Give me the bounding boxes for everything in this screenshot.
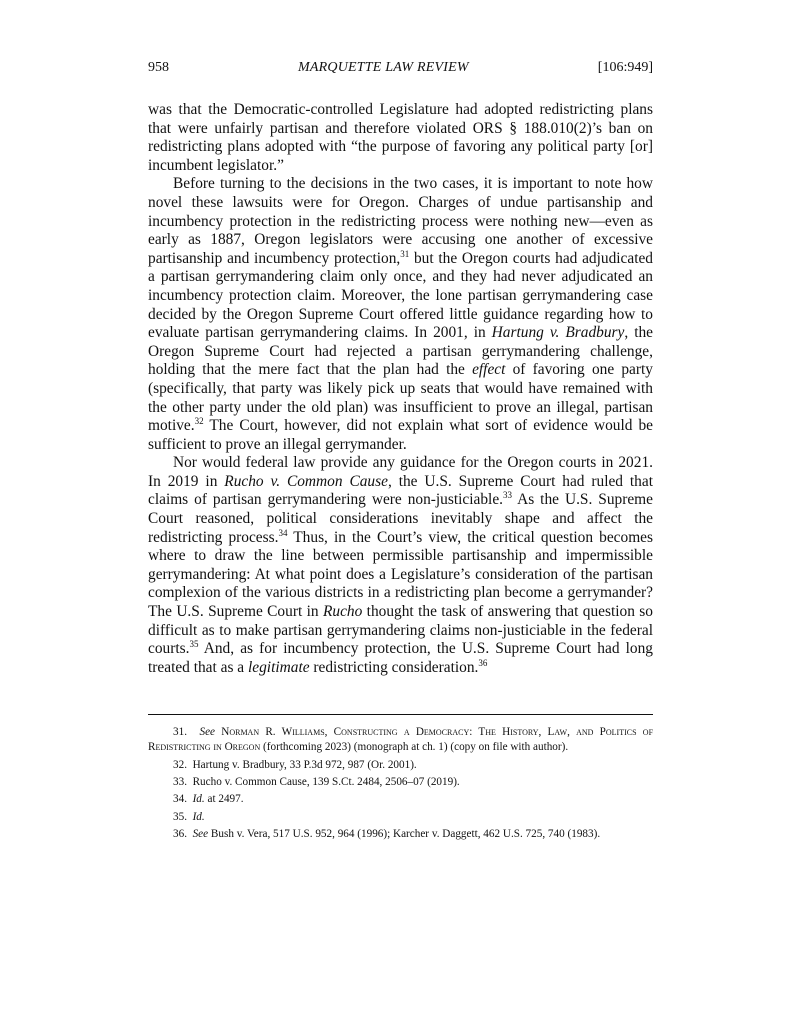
- paragraph-2: Before turning to the decisions in the two cases, it is important to note how novel these lawsuits were for Oregon. Charges of undue partisanship and incumbency protection in the redistricting process were nothing new—even as early as 1887, Oregon legislators were accusing one another of excessive partisanship and incumbency protection,$^{31}$ but the Oregon courts had adjudicated a partisan gerrymandering claim only once, and they had never adjudicated an incumbency protection claim. Moreover, the lone partisan gerrymandering case decided by the Oregon Supreme Court offered little guidance regarding how to evaluate partisan gerrymandering claims. In 2001, in Hartung v. Bradbury, the Oregon Supreme Court had rejected a partisan gerrymandering challenge, holding that the mere fact that the plan had the effect of favoring one party (specifically, that party was likely pick up seats that would have remained with the other party under the old plan) was insufficient to prove an illegal, partisan motive.$^{32}$ The Court, however, did not explain what sort of evidence would be sufficient to prove an illegal gerrymander.: [148, 175, 654, 453]
- case-name: Rucho v. Common Cause: [224, 472, 388, 490]
- footnote-35: 35. Id.: [173, 810, 205, 823]
- footnote-34: 34. Id. at 2497.: [173, 793, 244, 806]
- footnotes: [148, 725, 653, 842]
- footnote-divider: [148, 714, 653, 715]
- emphasis: legitimate: [248, 658, 310, 676]
- footnote-ref-34[interactable]: 34: [278, 527, 288, 538]
- footnote-ref-36[interactable]: 36: [478, 657, 488, 668]
- journal-title: MARQUETTE LAW REVIEW: [298, 60, 469, 75]
- footnote-33: 33. Rucho v. Common Cause, 139 S.Ct. 2484, 2506–07 (2019).: [173, 775, 460, 788]
- footnote-ref-32[interactable]: 32: [194, 416, 204, 427]
- footnote-ref-35[interactable]: 35: [189, 639, 199, 650]
- footnote-32: 32. Hartung v. Bradbury, 33 P.3d 972, 987 (Or. 2001).: [173, 758, 417, 771]
- document-page: [148, 56, 653, 845]
- paragraph-3: Nor would federal law provide any guidance for the Oregon courts in 2021. In 2019 in Rucho v. Common Cause, the U.S. Supreme Court had ruled that claims of partisan gerrymandering were non-justiciable.$^{33}$ As the U.S. Supreme Court reasoned, political considerations inevitably shape and affect the redistricting process.$^{34}$ Thus, in the Court’s view, the critical question becomes where to draw the line between permissible partisanship and impermissible gerrymandering: At what point does a Legislature’s consideration of the partisan complexion of the various districts in a redistricting plan become a gerrymander? The U.S. Supreme Court in Rucho thought the task of answering that question so difficult as to make partisan gerrymandering claims non-justiciable in the federal courts.$^{35}$ And, as for incumbency protection, the U.S. Supreme Court had long treated that as a legitimate redistricting consideration.$^{36}$: [148, 454, 653, 676]
- footnote-ref-33[interactable]: 33: [503, 490, 513, 501]
- footnote-36: 36. See Bush v. Vera, 517 U.S. 952, 964 (1996); Karcher v. Daggett, 462 U.S. 725, 740 (1983).: [173, 828, 601, 841]
- body-text: [148, 101, 653, 677]
- paragraph-1: was that the Democratic-controlled Legislature had adopted redistricting plans that were unfairly partisan and therefore violated ORS § 188.010(2)’s ban on redistricting plans adopted with “the purpose of favoring any political party [or] incumbent legislator.”: [148, 101, 653, 174]
- volume-citation: [106:949]: [597, 60, 653, 75]
- emphasis: effect: [472, 361, 506, 379]
- footnote-31: 31. See Norman R. Williams, Constructing a Democracy: The History, Law, and Politics of Redistricting in Oregon (forthcoming 2023) (monograph at ch. 1) (copy on file with author).: [148, 726, 654, 754]
- page-number: 958: [148, 60, 169, 75]
- case-name: Rucho: [322, 603, 363, 621]
- running-header: [148, 60, 653, 80]
- footnote-ref-31[interactable]: 31: [400, 248, 410, 259]
- case-name: Hartung v. Bradbury: [491, 324, 625, 342]
